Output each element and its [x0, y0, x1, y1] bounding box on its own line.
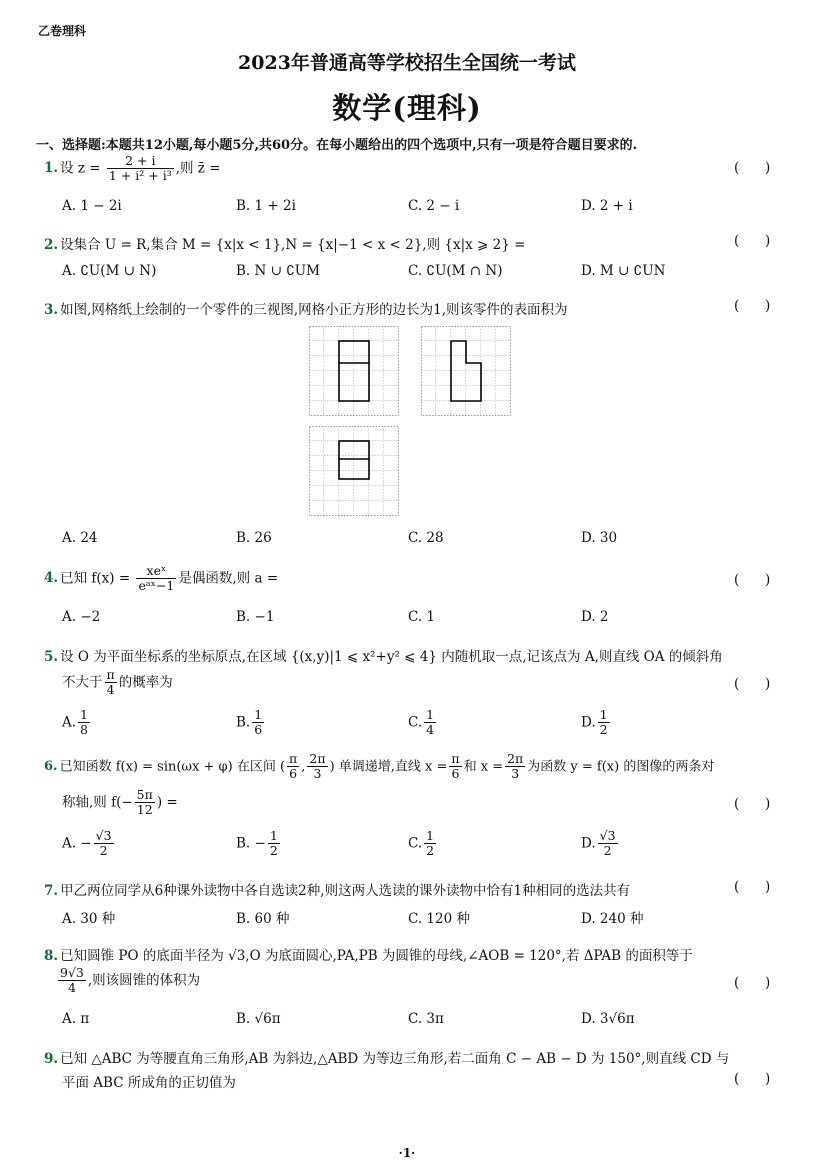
question-7-stem: 7. 甲乙两位同学从6种课外读物中各自选读2种,则这两人选读的课外读物中恰有1种相同的选法共有	[44, 883, 631, 899]
answer-paren: ( )	[734, 1071, 771, 1087]
question-1-stem: 1. 设 z = $\frac{2 + i}{\text{1 + i² + i³}}$ ,则 z̄ =	[44, 153, 221, 184]
answer-paren: ( )	[734, 676, 771, 692]
front-view-figure	[309, 326, 399, 416]
option-b: B. N ∪ ∁UM	[236, 263, 320, 279]
option-b: B. 26	[236, 530, 272, 546]
question-2-stem: 2. 设集合 U = R,集合 M = {x|x < 1},N = {x|−1 < x < 2},则 {x|x ⩾ 2} =	[44, 237, 526, 253]
option-a: A. 1 − 2i	[62, 198, 122, 214]
option-d: D. 2 + i	[581, 198, 633, 214]
answer-paren: ( )	[734, 796, 771, 812]
option-d: D. 3√6π	[581, 1011, 635, 1027]
question-3-stem: 3. 如图,网格纸上绘制的一个零件的三视图,网格小正方形的边长为1,则该零件的表面积为	[44, 302, 568, 318]
fraction: $\frac{\text{xeˣ}}{\text{eᵃˣ−1}}$	[138, 563, 175, 594]
option-c: C. 1	[408, 609, 436, 625]
side-view-figure	[421, 326, 511, 416]
option-a: A. π	[62, 1011, 90, 1027]
subject-title: 数学(理科)	[332, 91, 482, 125]
option-b: B. √6π	[236, 1011, 281, 1027]
option-d: D. $\frac{√3}{2}$	[581, 828, 616, 859]
option-c: C. $\frac{1}{4}$	[408, 707, 435, 738]
answer-paren: ( )	[734, 160, 771, 176]
option-c: C. 28	[408, 530, 444, 546]
option-c: C. ∁U(M ∩ N)	[408, 263, 503, 279]
option-a: A. ∁U(M ∪ N)	[62, 263, 157, 279]
fraction: $\frac{2 + i}{\text{1 + i² + i³}}$	[108, 153, 172, 184]
exam-title: 2023年普通高等学校招生全国统一考试	[238, 52, 576, 74]
question-5-stem: 5. 设 O 为平面坐标系的坐标原点,在区域 {(x,y)|1 ⩽ x²+y² ⩽ 4} 内随机取一点,记该点为 A,则直线 OA 的倾斜角	[44, 649, 723, 665]
option-a: A. −2	[62, 609, 101, 625]
question-5-stem-line2: 不大于 $\frac{\pi}{4}$ 的概率为	[62, 667, 173, 698]
question-6-stem-line2: 称轴,则 f(− $\frac{5\pi}{12}$ ) =	[62, 787, 178, 818]
option-c: C. 120 种	[408, 911, 470, 927]
question-4-stem: 4. 已知 f(x) = $\frac{\text{xeˣ}}{\text{eᵃˣ−1}}$ 是偶函数,则 a =	[44, 563, 279, 594]
question-8-stem-line2: $\frac{9√3}{4}$ ,则该圆锥的体积为	[60, 965, 201, 996]
question-8-stem: 8. 已知圆锥 PO 的底面半径为 √3,O 为底面圆心,PA,PB 为圆锥的母线,∠AOB = 120°,若 ΔPAB 的面积等于	[44, 948, 693, 964]
paper-tag: 乙卷理科	[38, 24, 87, 38]
option-c: C. $\frac{1}{2}$	[408, 828, 435, 859]
answer-paren: ( )	[734, 233, 771, 249]
option-b: B. $\frac{1}{6}$	[236, 707, 263, 738]
question-9-stem: 9. 已知 △ABC 为等腰直角三角形,AB 为斜边,△ABD 为等边三角形,若二面角 C − AB − D 为 150°,则直线 CD 与	[44, 1051, 730, 1067]
option-a: A. 30 种	[62, 911, 116, 927]
question-9-stem-line2: 平面 ABC 所成角的正切值为	[62, 1075, 236, 1091]
section-instructions: 一、选择题:本题共12小题,每小题5分,共60分。在每小题给出的四个选项中,只有一项是符合题目要求的.	[36, 138, 638, 153]
answer-paren: ( )	[734, 975, 771, 991]
option-d: D. M ∪ ∁UN	[581, 263, 666, 279]
option-d: D. 30	[581, 530, 618, 546]
option-b: B. 60 种	[236, 911, 290, 927]
option-a: A. − $\frac{√3}{2}$	[62, 828, 112, 859]
option-b: B. − $\frac{1}{2}$	[236, 828, 278, 859]
answer-paren: ( )	[734, 879, 771, 895]
option-b: B. −1	[236, 609, 275, 625]
question-6-stem: 6. 已知函数 f(x) = sin(ωx + φ) 在区间 ( $\frac{\pi}{6}$ , $\frac{2\pi}{3}$ ) 单调递增,直线 x = $\frac{\pi}{6}$ 和 x = $\frac{2\pi}{3}$ 为函数 y = f(x) 的图像的两条对	[44, 751, 715, 782]
answer-paren: ( )	[734, 572, 771, 588]
option-a: A. 24	[62, 530, 98, 546]
option-d: D. 240 种	[581, 911, 644, 927]
page-number: ·1·	[398, 1146, 416, 1160]
option-c: C. 2 − i	[408, 198, 460, 214]
option-d: D. 2	[581, 609, 609, 625]
fraction: $\frac{\pi}{4}$	[106, 667, 115, 698]
top-view-figure	[309, 426, 399, 516]
option-b: B. 1 + 2i	[236, 198, 296, 214]
option-c: C. 3π	[408, 1011, 444, 1027]
option-d: D. $\frac{1}{2}$	[581, 707, 608, 738]
answer-paren: ( )	[734, 298, 771, 314]
option-a: A. $\frac{1}{8}$	[62, 707, 88, 738]
